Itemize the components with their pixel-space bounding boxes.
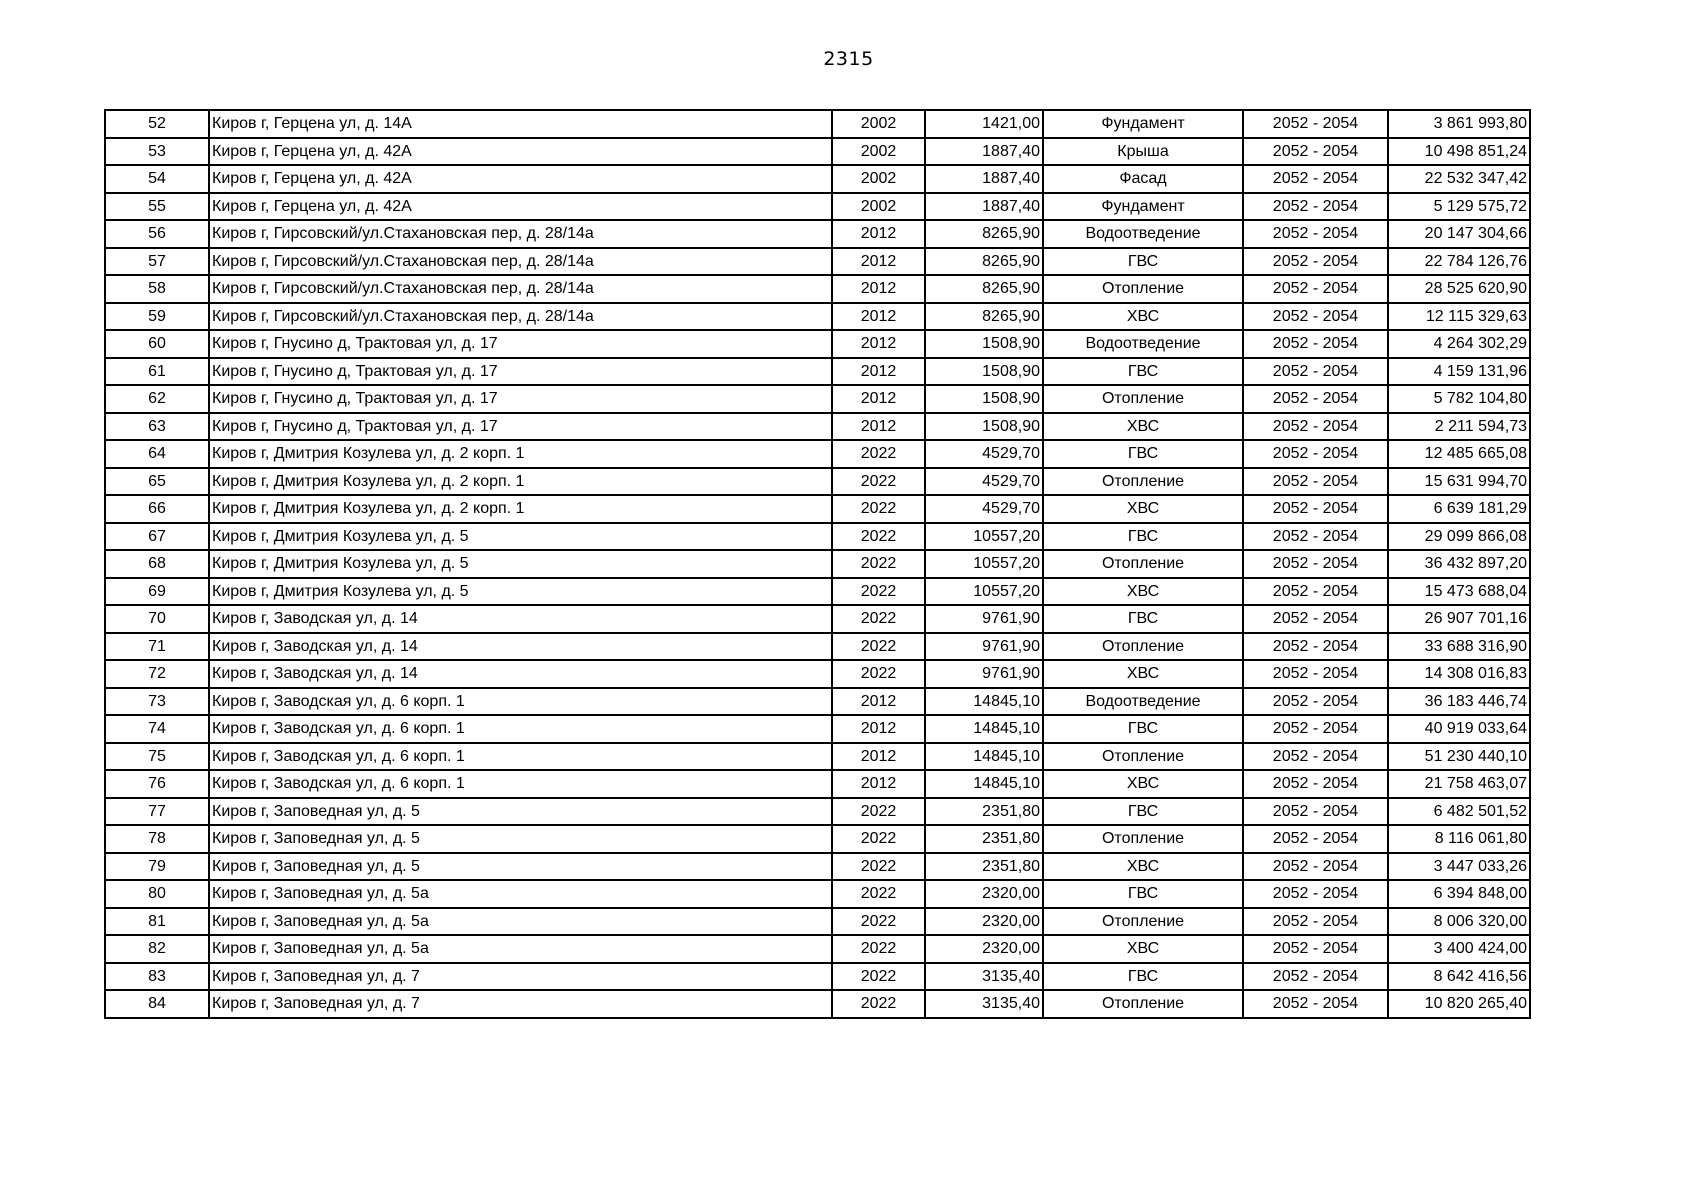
cost-cell: 21 758 463,07 — [1388, 770, 1530, 798]
period-cell: 2052 - 2054 — [1243, 248, 1388, 276]
year-cell: 2002 — [832, 138, 925, 166]
period-cell: 2052 - 2054 — [1243, 908, 1388, 936]
table-row — [105, 605, 1530, 633]
period-cell: 2052 - 2054 — [1243, 523, 1388, 551]
row-number-cell: 62 — [105, 385, 209, 413]
work-type-cell: Отопление — [1043, 825, 1243, 853]
work-type-cell: Отопление — [1043, 385, 1243, 413]
table-row — [105, 770, 1530, 798]
period-cell: 2052 - 2054 — [1243, 990, 1388, 1018]
table-row — [105, 413, 1530, 441]
address-cell: Киров г, Заводская ул, д. 6 корп. 1 — [209, 715, 832, 743]
table-row — [105, 303, 1530, 331]
address-cell: Киров г, Заповедная ул, д. 5 — [209, 853, 832, 881]
area-cell: 4529,70 — [925, 495, 1043, 523]
row-number-cell: 64 — [105, 440, 209, 468]
address-cell: Киров г, Дмитрия Козулева ул, д. 5 — [209, 550, 832, 578]
row-number-cell: 71 — [105, 633, 209, 661]
cost-cell: 3 861 993,80 — [1388, 110, 1530, 138]
year-cell: 2012 — [832, 248, 925, 276]
area-cell: 8265,90 — [925, 275, 1043, 303]
cost-cell: 22 784 126,76 — [1388, 248, 1530, 276]
area-cell: 2320,00 — [925, 935, 1043, 963]
row-number-cell: 59 — [105, 303, 209, 331]
year-cell: 2022 — [832, 633, 925, 661]
work-type-cell: Водоотведение — [1043, 330, 1243, 358]
address-cell: Киров г, Заповедная ул, д. 5а — [209, 935, 832, 963]
table-row — [105, 275, 1530, 303]
work-type-cell: ГВС — [1043, 358, 1243, 386]
table-row — [105, 138, 1530, 166]
year-cell: 2022 — [832, 908, 925, 936]
address-cell: Киров г, Дмитрия Козулева ул, д. 2 корп. 1 — [209, 495, 832, 523]
address-cell: Киров г, Дмитрия Козулева ул, д. 5 — [209, 578, 832, 606]
area-cell: 14845,10 — [925, 688, 1043, 716]
address-cell: Киров г, Заводская ул, д. 6 корп. 1 — [209, 743, 832, 771]
area-cell: 1508,90 — [925, 385, 1043, 413]
cost-cell: 5 129 575,72 — [1388, 193, 1530, 221]
cost-cell: 12 485 665,08 — [1388, 440, 1530, 468]
table-row — [105, 715, 1530, 743]
work-type-cell: Отопление — [1043, 908, 1243, 936]
table-row — [105, 880, 1530, 908]
table-row — [105, 990, 1530, 1018]
work-type-cell: ГВС — [1043, 605, 1243, 633]
area-cell: 9761,90 — [925, 633, 1043, 661]
work-type-cell: ХВС — [1043, 578, 1243, 606]
address-cell: Киров г, Герцена ул, д. 42А — [209, 138, 832, 166]
work-type-cell: Отопление — [1043, 633, 1243, 661]
work-type-cell: ГВС — [1043, 523, 1243, 551]
table-row — [105, 908, 1530, 936]
row-number-cell: 82 — [105, 935, 209, 963]
cost-cell: 29 099 866,08 — [1388, 523, 1530, 551]
period-cell: 2052 - 2054 — [1243, 550, 1388, 578]
table-row — [105, 220, 1530, 248]
year-cell: 2012 — [832, 385, 925, 413]
period-cell: 2052 - 2054 — [1243, 715, 1388, 743]
period-cell: 2052 - 2054 — [1243, 220, 1388, 248]
cost-cell: 6 639 181,29 — [1388, 495, 1530, 523]
period-cell: 2052 - 2054 — [1243, 110, 1388, 138]
row-number-cell: 81 — [105, 908, 209, 936]
cost-cell: 26 907 701,16 — [1388, 605, 1530, 633]
row-number-cell: 84 — [105, 990, 209, 1018]
period-cell: 2052 - 2054 — [1243, 853, 1388, 881]
row-number-cell: 61 — [105, 358, 209, 386]
row-number-cell: 67 — [105, 523, 209, 551]
area-cell: 14845,10 — [925, 715, 1043, 743]
work-type-cell: ГВС — [1043, 715, 1243, 743]
cost-cell: 33 688 316,90 — [1388, 633, 1530, 661]
address-cell: Киров г, Герцена ул, д. 42А — [209, 193, 832, 221]
work-type-cell: ГВС — [1043, 248, 1243, 276]
period-cell: 2052 - 2054 — [1243, 743, 1388, 771]
row-number-cell: 70 — [105, 605, 209, 633]
address-cell: Киров г, Гнусино д, Трактовая ул, д. 17 — [209, 358, 832, 386]
year-cell: 2022 — [832, 880, 925, 908]
table-body — [105, 110, 1530, 1018]
area-cell: 3135,40 — [925, 963, 1043, 991]
cost-cell: 10 820 265,40 — [1388, 990, 1530, 1018]
cost-cell: 2 211 594,73 — [1388, 413, 1530, 441]
area-cell: 14845,10 — [925, 743, 1043, 771]
area-cell: 1887,40 — [925, 165, 1043, 193]
work-type-cell: ХВС — [1043, 935, 1243, 963]
work-type-cell: Фасад — [1043, 165, 1243, 193]
address-cell: Киров г, Заповедная ул, д. 5а — [209, 880, 832, 908]
address-cell: Киров г, Дмитрия Козулева ул, д. 2 корп. 1 — [209, 440, 832, 468]
table-row — [105, 468, 1530, 496]
period-cell: 2052 - 2054 — [1243, 935, 1388, 963]
year-cell: 2012 — [832, 358, 925, 386]
cost-cell: 36 183 446,74 — [1388, 688, 1530, 716]
address-cell: Киров г, Заповедная ул, д. 5 — [209, 798, 832, 826]
address-cell: Киров г, Заводская ул, д. 6 корп. 1 — [209, 688, 832, 716]
year-cell: 2012 — [832, 303, 925, 331]
area-cell: 1887,40 — [925, 138, 1043, 166]
period-cell: 2052 - 2054 — [1243, 770, 1388, 798]
cost-cell: 4 264 302,29 — [1388, 330, 1530, 358]
row-number-cell: 75 — [105, 743, 209, 771]
year-cell: 2012 — [832, 743, 925, 771]
repair-schedule-table — [104, 109, 1531, 1019]
work-type-cell: ГВС — [1043, 880, 1243, 908]
year-cell: 2022 — [832, 798, 925, 826]
year-cell: 2022 — [832, 825, 925, 853]
work-type-cell: Отопление — [1043, 743, 1243, 771]
year-cell: 2012 — [832, 770, 925, 798]
address-cell: Киров г, Заповедная ул, д. 5 — [209, 825, 832, 853]
cost-cell: 20 147 304,66 — [1388, 220, 1530, 248]
area-cell: 1887,40 — [925, 193, 1043, 221]
period-cell: 2052 - 2054 — [1243, 688, 1388, 716]
address-cell: Киров г, Гирсовский/ул.Стахановская пер, д. 28/14а — [209, 220, 832, 248]
row-number-cell: 73 — [105, 688, 209, 716]
year-cell: 2022 — [832, 990, 925, 1018]
period-cell: 2052 - 2054 — [1243, 385, 1388, 413]
table-row — [105, 743, 1530, 771]
year-cell: 2022 — [832, 605, 925, 633]
address-cell: Киров г, Гнусино д, Трактовая ул, д. 17 — [209, 330, 832, 358]
table-row — [105, 660, 1530, 688]
table-row — [105, 935, 1530, 963]
work-type-cell: Отопление — [1043, 468, 1243, 496]
row-number-cell: 55 — [105, 193, 209, 221]
table-row — [105, 495, 1530, 523]
year-cell: 2022 — [832, 578, 925, 606]
address-cell: Киров г, Заповедная ул, д. 5а — [209, 908, 832, 936]
work-type-cell: Отопление — [1043, 990, 1243, 1018]
year-cell: 2002 — [832, 193, 925, 221]
cost-cell: 28 525 620,90 — [1388, 275, 1530, 303]
table-row — [105, 523, 1530, 551]
work-type-cell: ХВС — [1043, 303, 1243, 331]
row-number-cell: 69 — [105, 578, 209, 606]
area-cell: 8265,90 — [925, 220, 1043, 248]
address-cell: Киров г, Гирсовский/ул.Стахановская пер, д. 28/14а — [209, 275, 832, 303]
area-cell: 2351,80 — [925, 798, 1043, 826]
work-type-cell: ГВС — [1043, 440, 1243, 468]
row-number-cell: 72 — [105, 660, 209, 688]
table-row — [105, 193, 1530, 221]
row-number-cell: 66 — [105, 495, 209, 523]
area-cell: 1421,00 — [925, 110, 1043, 138]
year-cell: 2022 — [832, 853, 925, 881]
table-row — [105, 853, 1530, 881]
address-cell: Киров г, Заводская ул, д. 14 — [209, 633, 832, 661]
cost-cell: 40 919 033,64 — [1388, 715, 1530, 743]
address-cell: Киров г, Заводская ул, д. 14 — [209, 660, 832, 688]
cost-cell: 36 432 897,20 — [1388, 550, 1530, 578]
table-row — [105, 550, 1530, 578]
cost-cell: 4 159 131,96 — [1388, 358, 1530, 386]
year-cell: 2012 — [832, 275, 925, 303]
year-cell: 2022 — [832, 495, 925, 523]
work-type-cell: ХВС — [1043, 413, 1243, 441]
table-row — [105, 385, 1530, 413]
row-number-cell: 74 — [105, 715, 209, 743]
table-row — [105, 358, 1530, 386]
row-number-cell: 83 — [105, 963, 209, 991]
table-row — [105, 330, 1530, 358]
address-cell: Киров г, Дмитрия Козулева ул, д. 2 корп. 1 — [209, 468, 832, 496]
address-cell: Киров г, Гнусино д, Трактовая ул, д. 17 — [209, 385, 832, 413]
row-number-cell: 78 — [105, 825, 209, 853]
period-cell: 2052 - 2054 — [1243, 963, 1388, 991]
work-type-cell: ХВС — [1043, 495, 1243, 523]
row-number-cell: 57 — [105, 248, 209, 276]
row-number-cell: 79 — [105, 853, 209, 881]
row-number-cell: 65 — [105, 468, 209, 496]
year-cell: 2022 — [832, 963, 925, 991]
cost-cell: 10 498 851,24 — [1388, 138, 1530, 166]
period-cell: 2052 - 2054 — [1243, 330, 1388, 358]
row-number-cell: 54 — [105, 165, 209, 193]
year-cell: 2022 — [832, 440, 925, 468]
address-cell: Киров г, Герцена ул, д. 14А — [209, 110, 832, 138]
period-cell: 2052 - 2054 — [1243, 825, 1388, 853]
cost-cell: 6 394 848,00 — [1388, 880, 1530, 908]
work-type-cell: ГВС — [1043, 963, 1243, 991]
period-cell: 2052 - 2054 — [1243, 165, 1388, 193]
year-cell: 2012 — [832, 413, 925, 441]
table-row — [105, 110, 1530, 138]
area-cell: 4529,70 — [925, 468, 1043, 496]
table-row — [105, 578, 1530, 606]
work-type-cell: Водоотведение — [1043, 220, 1243, 248]
area-cell: 4529,70 — [925, 440, 1043, 468]
area-cell: 3135,40 — [925, 990, 1043, 1018]
address-cell: Киров г, Герцена ул, д. 42А — [209, 165, 832, 193]
table-row — [105, 440, 1530, 468]
area-cell: 10557,20 — [925, 523, 1043, 551]
address-cell: Киров г, Гирсовский/ул.Стахановская пер, д. 28/14а — [209, 248, 832, 276]
year-cell: 2002 — [832, 110, 925, 138]
year-cell: 2012 — [832, 330, 925, 358]
work-type-cell: ГВС — [1043, 798, 1243, 826]
cost-cell: 8 006 320,00 — [1388, 908, 1530, 936]
area-cell: 10557,20 — [925, 550, 1043, 578]
table-row — [105, 248, 1530, 276]
cost-cell: 51 230 440,10 — [1388, 743, 1530, 771]
page-number: 2315 — [823, 48, 874, 70]
address-cell: Киров г, Заповедная ул, д. 7 — [209, 963, 832, 991]
cost-cell: 8 116 061,80 — [1388, 825, 1530, 853]
area-cell: 8265,90 — [925, 303, 1043, 331]
period-cell: 2052 - 2054 — [1243, 633, 1388, 661]
work-type-cell: ХВС — [1043, 853, 1243, 881]
cost-cell: 8 642 416,56 — [1388, 963, 1530, 991]
year-cell: 2022 — [832, 523, 925, 551]
area-cell: 9761,90 — [925, 660, 1043, 688]
year-cell: 2022 — [832, 935, 925, 963]
period-cell: 2052 - 2054 — [1243, 303, 1388, 331]
cost-cell: 22 532 347,42 — [1388, 165, 1530, 193]
period-cell: 2052 - 2054 — [1243, 440, 1388, 468]
row-number-cell: 76 — [105, 770, 209, 798]
cost-cell: 14 308 016,83 — [1388, 660, 1530, 688]
address-cell: Киров г, Гирсовский/ул.Стахановская пер, д. 28/14а — [209, 303, 832, 331]
table-row — [105, 165, 1530, 193]
area-cell: 1508,90 — [925, 413, 1043, 441]
year-cell: 2022 — [832, 660, 925, 688]
row-number-cell: 58 — [105, 275, 209, 303]
year-cell: 2012 — [832, 688, 925, 716]
year-cell: 2002 — [832, 165, 925, 193]
year-cell: 2012 — [832, 220, 925, 248]
work-type-cell: Фундамент — [1043, 193, 1243, 221]
year-cell: 2022 — [832, 468, 925, 496]
table-row — [105, 688, 1530, 716]
area-cell: 10557,20 — [925, 578, 1043, 606]
period-cell: 2052 - 2054 — [1243, 660, 1388, 688]
period-cell: 2052 - 2054 — [1243, 413, 1388, 441]
area-cell: 2320,00 — [925, 908, 1043, 936]
area-cell: 8265,90 — [925, 248, 1043, 276]
table-row — [105, 825, 1530, 853]
row-number-cell: 68 — [105, 550, 209, 578]
row-number-cell: 60 — [105, 330, 209, 358]
cost-cell: 12 115 329,63 — [1388, 303, 1530, 331]
address-cell: Киров г, Заводская ул, д. 14 — [209, 605, 832, 633]
address-cell: Киров г, Дмитрия Козулева ул, д. 5 — [209, 523, 832, 551]
work-type-cell: ХВС — [1043, 770, 1243, 798]
area-cell: 1508,90 — [925, 358, 1043, 386]
work-type-cell: Отопление — [1043, 550, 1243, 578]
year-cell: 2022 — [832, 550, 925, 578]
table-row — [105, 633, 1530, 661]
year-cell: 2012 — [832, 715, 925, 743]
area-cell: 2320,00 — [925, 880, 1043, 908]
cost-cell: 3 447 033,26 — [1388, 853, 1530, 881]
period-cell: 2052 - 2054 — [1243, 578, 1388, 606]
area-cell: 2351,80 — [925, 853, 1043, 881]
period-cell: 2052 - 2054 — [1243, 138, 1388, 166]
address-cell: Киров г, Заводская ул, д. 6 корп. 1 — [209, 770, 832, 798]
table-row — [105, 963, 1530, 991]
area-cell: 2351,80 — [925, 825, 1043, 853]
row-number-cell: 56 — [105, 220, 209, 248]
cost-cell: 3 400 424,00 — [1388, 935, 1530, 963]
period-cell: 2052 - 2054 — [1243, 468, 1388, 496]
row-number-cell: 77 — [105, 798, 209, 826]
work-type-cell: Отопление — [1043, 275, 1243, 303]
work-type-cell: Фундамент — [1043, 110, 1243, 138]
table-row — [105, 798, 1530, 826]
work-type-cell: Водоотведение — [1043, 688, 1243, 716]
row-number-cell: 53 — [105, 138, 209, 166]
period-cell: 2052 - 2054 — [1243, 880, 1388, 908]
cost-cell: 5 782 104,80 — [1388, 385, 1530, 413]
row-number-cell: 63 — [105, 413, 209, 441]
period-cell: 2052 - 2054 — [1243, 605, 1388, 633]
cost-cell: 15 473 688,04 — [1388, 578, 1530, 606]
area-cell: 14845,10 — [925, 770, 1043, 798]
cost-cell: 6 482 501,52 — [1388, 798, 1530, 826]
period-cell: 2052 - 2054 — [1243, 275, 1388, 303]
period-cell: 2052 - 2054 — [1243, 798, 1388, 826]
cost-cell: 15 631 994,70 — [1388, 468, 1530, 496]
work-type-cell: Крыша — [1043, 138, 1243, 166]
area-cell: 9761,90 — [925, 605, 1043, 633]
work-type-cell: ХВС — [1043, 660, 1243, 688]
row-number-cell: 80 — [105, 880, 209, 908]
period-cell: 2052 - 2054 — [1243, 193, 1388, 221]
address-cell: Киров г, Заповедная ул, д. 7 — [209, 990, 832, 1018]
period-cell: 2052 - 2054 — [1243, 495, 1388, 523]
address-cell: Киров г, Гнусино д, Трактовая ул, д. 17 — [209, 413, 832, 441]
period-cell: 2052 - 2054 — [1243, 358, 1388, 386]
row-number-cell: 52 — [105, 110, 209, 138]
area-cell: 1508,90 — [925, 330, 1043, 358]
